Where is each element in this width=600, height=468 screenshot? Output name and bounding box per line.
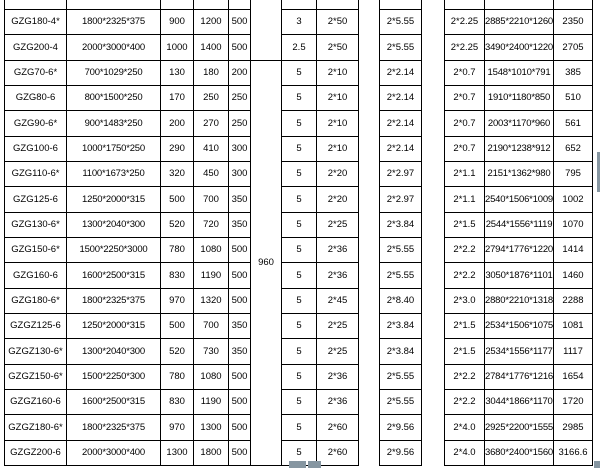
table-cell: 290 <box>161 136 194 161</box>
table-cell: 2*2.2 <box>445 237 485 262</box>
model-cell: GZG150-6* <box>5 237 67 262</box>
table-cell: 1190 <box>194 263 229 288</box>
model-cell: GZGZ160-6 <box>5 389 67 414</box>
table-cell <box>229 0 251 10</box>
size-cell: 2000*3000*400 <box>67 35 161 60</box>
weight-cell: 1460 <box>554 263 593 288</box>
table-cell: 1080 <box>194 237 229 262</box>
table-cell: 2*1.5 <box>445 339 485 364</box>
outline-cell: 2544*1556*1119 <box>485 212 554 237</box>
size-cell: 1500*2250*300 <box>67 364 161 389</box>
table-cell: 250 <box>229 85 251 110</box>
table-cell: 830 <box>161 263 194 288</box>
table-cell: 2*4.0 <box>445 415 485 440</box>
outline-cell: 2534*1506*1075 <box>485 313 554 338</box>
horizontal-scrollbar-thumb[interactable] <box>308 461 321 468</box>
table-cell: 500 <box>229 415 251 440</box>
table-cell: 5 <box>282 161 317 186</box>
table-cell: 2*1.5 <box>445 313 485 338</box>
table-cell: 5 <box>282 212 317 237</box>
table-cell: 2*2.2 <box>445 364 485 389</box>
table-cell: 2*0.7 <box>445 136 485 161</box>
table-cell: 2*0.7 <box>445 111 485 136</box>
table-cell: 2*1.5 <box>445 212 485 237</box>
size-cell: 1250*2000*315 <box>67 313 161 338</box>
table-cell: 2*36 <box>317 364 359 389</box>
table-cell: 350 <box>229 187 251 212</box>
table-cell: 2*10 <box>317 60 359 85</box>
table-cell: 2.5 <box>282 35 317 60</box>
table-cell: 730 <box>194 339 229 364</box>
model-cell: GZGZ130-6* <box>5 339 67 364</box>
table-cell: 2*10 <box>317 85 359 110</box>
table-cell: 500 <box>229 263 251 288</box>
table-cell: 2*20 <box>317 187 359 212</box>
table-cell: 1200 <box>194 10 229 35</box>
table-cell <box>282 0 317 10</box>
table-cell: 2*36 <box>317 389 359 414</box>
table-cell: 300 <box>229 136 251 161</box>
table-cell: 2*1.1 <box>445 187 485 212</box>
power-cell: 2*5.55 <box>380 35 422 60</box>
table-cell: 5 <box>282 440 317 465</box>
table-cell: 5 <box>282 237 317 262</box>
outline-cell: 2880*2210*1318 <box>485 288 554 313</box>
table-cell: 2*2.2 <box>445 389 485 414</box>
table-cell: 350 <box>229 339 251 364</box>
table-cell: 500 <box>229 288 251 313</box>
table-cell: 250 <box>229 111 251 136</box>
table-cell: 1400 <box>194 35 229 60</box>
table-cell: 1300 <box>194 415 229 440</box>
merged-cell: 960 <box>251 60 282 465</box>
table-cell: 350 <box>229 313 251 338</box>
model-cell: GZG125-6 <box>5 187 67 212</box>
table-cell: 320 <box>161 161 194 186</box>
model-cell: GZGZ150-6* <box>5 364 67 389</box>
power-cell: 2*2.97 <box>380 161 422 186</box>
table-cell: 500 <box>229 389 251 414</box>
table-cell: 2*1.1 <box>445 161 485 186</box>
table-cell: 3 <box>282 10 317 35</box>
size-cell: 800*1500*250 <box>67 85 161 110</box>
table-cell: 5 <box>282 339 317 364</box>
weight-cell: 1654 <box>554 364 593 389</box>
outline-cell: 3050*1876*1101 <box>485 263 554 288</box>
model-cell: GZG180-4* <box>5 10 67 35</box>
outline-cell: 2784*1776*1216 <box>485 364 554 389</box>
table-cell: 500 <box>161 313 194 338</box>
table-cell: 520 <box>161 212 194 237</box>
power-cell: 2*9.56 <box>380 440 422 465</box>
model-cell: GZG80-6 <box>5 85 67 110</box>
model-cell: GZG110-6* <box>5 161 67 186</box>
table-cell: 2*20 <box>317 161 359 186</box>
table-cell: 2*0.7 <box>445 85 485 110</box>
weight-cell: 1414 <box>554 237 593 262</box>
table-cell <box>194 0 229 10</box>
table-cell: 250 <box>194 85 229 110</box>
table-cell <box>161 0 194 10</box>
table-cell: 2*3.0 <box>445 288 485 313</box>
size-cell: 1600*2500*315 <box>67 389 161 414</box>
table-cell: 2*36 <box>317 237 359 262</box>
table-cell: 780 <box>161 237 194 262</box>
table-cell: 5 <box>282 364 317 389</box>
outline-cell: 2540*1506*1009 <box>485 187 554 212</box>
size-cell: 2000*3000*400 <box>67 440 161 465</box>
outline-cell: 2151*1362*980 <box>485 161 554 186</box>
table-cell: 2*45 <box>317 288 359 313</box>
table-cell: 1080 <box>194 364 229 389</box>
table-cell: 830 <box>161 389 194 414</box>
table-cell: 700 <box>194 313 229 338</box>
outline-cell: 2003*1170*960 <box>485 111 554 136</box>
scrollbar-corner <box>594 461 600 468</box>
size-cell: 1300*2040*300 <box>67 339 161 364</box>
weight-cell: 2705 <box>554 35 593 60</box>
power-cell: 2*2.14 <box>380 111 422 136</box>
table-cell: 2*25 <box>317 212 359 237</box>
power-cell: 2*5.55 <box>380 389 422 414</box>
merged-cell <box>251 0 282 60</box>
table-cell: 2*0.7 <box>445 60 485 85</box>
table-cell: 1000 <box>161 35 194 60</box>
size-cell: 1800*2325*375 <box>67 415 161 440</box>
table-cell: 500 <box>229 237 251 262</box>
table-group-right <box>444 0 595 468</box>
power-cell: 2*2.14 <box>380 85 422 110</box>
table-cell: 5 <box>282 60 317 85</box>
table-cell: 500 <box>161 187 194 212</box>
table-cell <box>5 0 67 10</box>
power-cell: 2*5.55 <box>380 237 422 262</box>
table-cell: 1320 <box>194 288 229 313</box>
power-cell: 2*5.55 <box>380 263 422 288</box>
table-cell: 970 <box>161 288 194 313</box>
table-cell: 520 <box>161 339 194 364</box>
size-cell: 1600*2500*315 <box>67 263 161 288</box>
weight-cell: 1081 <box>554 313 593 338</box>
table-cell: 2*36 <box>317 263 359 288</box>
table-cell: 5 <box>282 288 317 313</box>
table-cell: 500 <box>229 35 251 60</box>
table-cell <box>554 0 593 10</box>
table-cell: 5 <box>282 187 317 212</box>
table-cell: 300 <box>229 161 251 186</box>
model-cell: GZG100-6 <box>5 136 67 161</box>
table-cell: 5 <box>282 263 317 288</box>
weight-cell: 1720 <box>554 389 593 414</box>
table-cell: 5 <box>282 85 317 110</box>
power-cell: 2*2.14 <box>380 60 422 85</box>
table-cell: 170 <box>161 85 194 110</box>
outline-cell: 3044*1866*1170 <box>485 389 554 414</box>
table-cell: 5 <box>282 389 317 414</box>
weight-cell: 3166.6 <box>554 440 593 465</box>
table-cell: 2*2.25 <box>445 10 485 35</box>
table-cell: 200 <box>161 111 194 136</box>
table-cell: 500 <box>229 364 251 389</box>
table-cell: 2*2.2 <box>445 263 485 288</box>
weight-cell: 652 <box>554 136 593 161</box>
horizontal-scrollbar-thumb[interactable] <box>289 461 306 468</box>
power-cell: 2*8.40 <box>380 288 422 313</box>
size-cell: 1300*2040*300 <box>67 212 161 237</box>
model-cell: GZG130-6* <box>5 212 67 237</box>
weight-cell: 795 <box>554 161 593 186</box>
table-cell: 5 <box>282 136 317 161</box>
table-cell: 5 <box>282 415 317 440</box>
weight-cell: 385 <box>554 60 593 85</box>
power-cell: 2*3.84 <box>380 313 422 338</box>
table-cell: 2*25 <box>317 339 359 364</box>
outline-cell: 1548*1010*791 <box>485 60 554 85</box>
model-cell: GZG200-4 <box>5 35 67 60</box>
outline-cell: 2190*1238*912 <box>485 136 554 161</box>
table-group-left <box>4 0 361 468</box>
table-cell: 500 <box>229 440 251 465</box>
power-cell: 2*3.84 <box>380 339 422 364</box>
table-cell: 2*25 <box>317 313 359 338</box>
power-cell: 2*2.14 <box>380 136 422 161</box>
table-cell: 500 <box>229 10 251 35</box>
table-cell: 130 <box>161 60 194 85</box>
table-cell <box>445 0 485 10</box>
model-cell: GZGZ125-6 <box>5 313 67 338</box>
weight-cell: 510 <box>554 85 593 110</box>
outline-cell: 3680*2400*1560 <box>485 440 554 465</box>
size-cell: 1000*1750*250 <box>67 136 161 161</box>
table-cell: 1190 <box>194 389 229 414</box>
model-cell: GZG180-6* <box>5 288 67 313</box>
outline-cell: 1910*1180*850 <box>485 85 554 110</box>
table-cell: 180 <box>194 60 229 85</box>
table-cell: 5 <box>282 111 317 136</box>
power-cell: 2*9.56 <box>380 415 422 440</box>
size-cell: 1250*2000*315 <box>67 187 161 212</box>
table-cell: 5 <box>282 313 317 338</box>
table-cell: 410 <box>194 136 229 161</box>
table-group-middle <box>379 0 424 468</box>
outline-cell: 3490*2400*1220 <box>485 35 554 60</box>
table-cell: 2*50 <box>317 10 359 35</box>
weight-cell: 1070 <box>554 212 593 237</box>
table-cell: 2*4.0 <box>445 440 485 465</box>
table-cell: 720 <box>194 212 229 237</box>
table-cell <box>317 0 359 10</box>
power-cell: 2*2.97 <box>380 187 422 212</box>
table-cell <box>67 0 161 10</box>
power-cell: 2*5.55 <box>380 10 422 35</box>
size-cell: 1100*1673*250 <box>67 161 161 186</box>
table-cell: 1800 <box>194 440 229 465</box>
table-cell: 2*2.25 <box>445 35 485 60</box>
table-cell: 700 <box>194 187 229 212</box>
model-cell: GZGZ200-6 <box>5 440 67 465</box>
table-cell: 1300 <box>161 440 194 465</box>
table-cell: 780 <box>161 364 194 389</box>
table-cell: 2*10 <box>317 136 359 161</box>
table-cell: 2*60 <box>317 440 359 465</box>
size-cell: 1800*2325*375 <box>67 288 161 313</box>
table-cell: 350 <box>229 212 251 237</box>
weight-cell: 1002 <box>554 187 593 212</box>
weight-cell: 2350 <box>554 10 593 35</box>
table-cell: 200 <box>229 60 251 85</box>
table-cell: 900 <box>161 10 194 35</box>
size-cell: 1500*2250*3000 <box>67 237 161 262</box>
table-cell: 2*10 <box>317 111 359 136</box>
table-cell: 2*60 <box>317 415 359 440</box>
table-cell: 270 <box>194 111 229 136</box>
weight-cell: 561 <box>554 111 593 136</box>
weight-cell: 2288 <box>554 288 593 313</box>
model-cell: GZG90-6* <box>5 111 67 136</box>
weight-cell: 1117 <box>554 339 593 364</box>
power-cell: 2*3.84 <box>380 212 422 237</box>
table-cell: 970 <box>161 415 194 440</box>
model-cell: GZGZ180-6* <box>5 415 67 440</box>
size-cell: 1800*2325*375 <box>67 10 161 35</box>
table-cell <box>485 0 554 10</box>
outline-cell: 2534*1556*1177 <box>485 339 554 364</box>
outline-cell: 2794*1776*1220 <box>485 237 554 262</box>
model-cell: GZG160-6 <box>5 263 67 288</box>
outline-cell: 2925*2200*1555 <box>485 415 554 440</box>
model-cell: GZG70-6* <box>5 60 67 85</box>
table-cell: 450 <box>194 161 229 186</box>
table-cell: 2*50 <box>317 35 359 60</box>
outline-cell: 2885*2210*1260 <box>485 10 554 35</box>
size-cell: 700*1029*250 <box>67 60 161 85</box>
weight-cell: 2985 <box>554 415 593 440</box>
power-cell: 2*5.55 <box>380 364 422 389</box>
size-cell: 900*1483*250 <box>67 111 161 136</box>
table-cell <box>380 0 422 10</box>
